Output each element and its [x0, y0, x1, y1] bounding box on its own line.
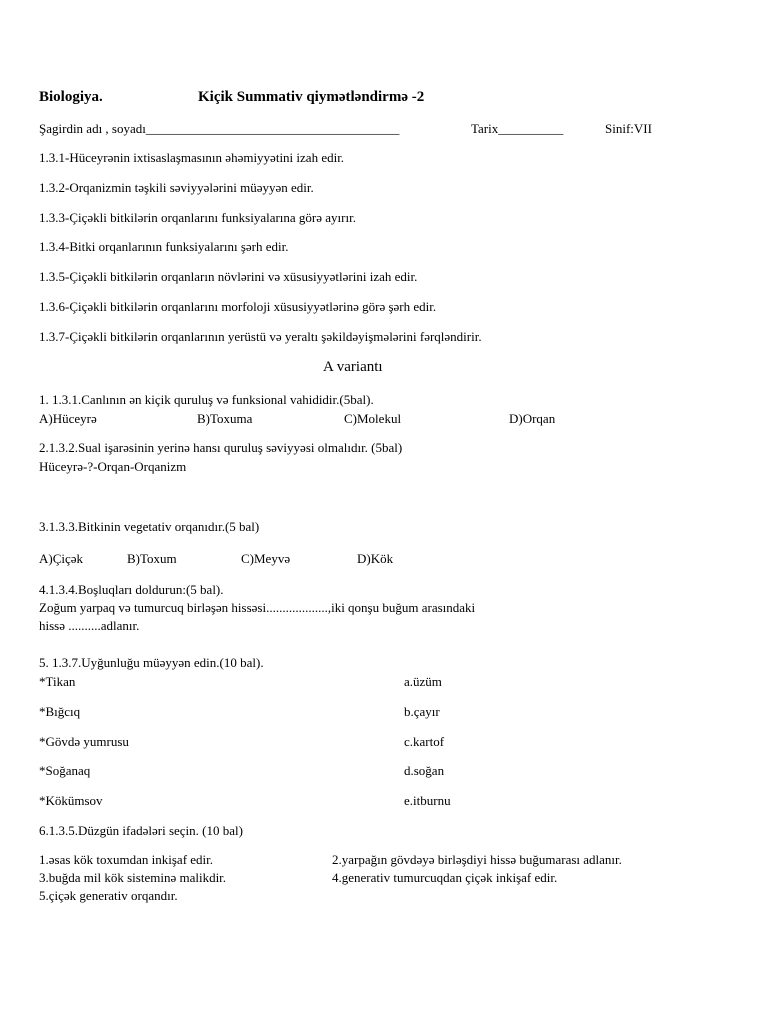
- q5-left-item: *Soğanaq: [39, 763, 91, 778]
- question-4: 4.1.3.4.Boşluqları doldurun:(5 bal).: [39, 582, 224, 597]
- standard-item: 1.3.1-Hüceyrənin ixtisaslaşmasının əhəmiyyətini izah edir.: [39, 150, 345, 165]
- standard-item: 1.3.6-Çiçəkli bitkilərin orqanlarını morfoloji xüsusiyyətlərinə görə şərh edir.: [39, 299, 437, 314]
- q5-left-item: *Kökümsov: [39, 793, 103, 808]
- q6-statement: 3.buğda mil kök sisteminə malikdir.: [39, 870, 227, 885]
- q5-right-item: b.çayır: [404, 704, 440, 719]
- class-line: Sinif:VII: [605, 121, 652, 136]
- question-5: 5. 1.3.7.Uyğunluğu müəyyən edin.(10 bal).: [39, 655, 264, 670]
- q3-option-a[interactable]: A)Çiçək: [39, 551, 84, 566]
- q1-option-d[interactable]: D)Orqan: [509, 411, 556, 426]
- q4-text-line: Zoğum yarpaq və tumurcuq birləşən hissəsi...................,iki qonşu buğum arasındaki: [39, 600, 476, 615]
- standard-item: 1.3.5-Çiçəkli bitkilərin orqanların növlərini və xüsusiyyətlərini izah edir.: [39, 269, 418, 284]
- standard-item: 1.3.3-Çiçəkli bitkilərin orqanlarını funksiyalarına görə ayırır.: [39, 210, 356, 225]
- q5-left-item: *Bığcıq: [39, 704, 81, 719]
- q5-right-item: c.kartof: [404, 734, 445, 749]
- q6-statement: 4.generativ tumurcuqdan çiçək inkişaf edir.: [332, 870, 558, 885]
- subject-title: Biologiya.: [39, 89, 103, 105]
- q5-left-item: *Tikan: [39, 674, 76, 689]
- q2-sequence: Hüceyrə-?-Orqan-Orqanizm: [39, 459, 187, 474]
- standard-item: 1.3.4-Bitki orqanlarının funksiyalarını şərh edir.: [39, 239, 289, 254]
- q6-statement: 1.əsas kök toxumdan inkişaf edir.: [39, 852, 214, 867]
- page-title: Kiçik Summativ qiymətləndirmə -2: [198, 89, 425, 105]
- question-6: 6.1.3.5.Düzgün ifadələri seçin. (10 bal): [39, 823, 243, 838]
- question-2: 2.1.3.2.Sual işarəsinin yerinə hansı quruluş səviyyəsi olmalıdır. (5bal): [39, 440, 403, 455]
- q4-text-line: hissə ..........adlanır.: [39, 618, 140, 633]
- standard-item: 1.3.2-Orqanizmin təşkili səviyyələrini müəyyən edir.: [39, 180, 314, 195]
- q5-right-item: a.üzüm: [404, 674, 442, 689]
- q6-statement: 5.çiçək generativ orqandır.: [39, 888, 178, 903]
- q3-option-c[interactable]: C)Meyvə: [241, 551, 291, 566]
- q5-left-item: *Gövdə yumrusu: [39, 734, 129, 749]
- q3-option-d[interactable]: D)Kök: [357, 551, 394, 566]
- student-name-line: Şagirdin adı , soyadı_______________________________________: [39, 121, 400, 136]
- q5-right-item: e.itburnu: [404, 793, 451, 808]
- q6-statement: 2.yarpağın gövdəyə birləşdiyi hissə buğumarası adlanır.: [332, 852, 622, 867]
- variant-title: A variantı: [323, 359, 383, 375]
- date-line: Tarix__________: [471, 121, 564, 136]
- standard-item: 1.3.7-Çiçəkli bitkilərin orqanlarının yerüstü və yeraltı şəkildəyişmələrini fərqləndirir.: [39, 329, 482, 344]
- question-1: 1. 1.3.1.Canlının ən kiçik quruluş və funksional vahididir.(5bal).: [39, 392, 374, 407]
- question-3: 3.1.3.3.Bitkinin vegetativ orqanıdır.(5 bal): [39, 519, 260, 534]
- q5-right-item: d.soğan: [404, 763, 445, 778]
- q1-option-a[interactable]: A)Hüceyrə: [39, 411, 97, 426]
- q1-option-b[interactable]: B)Toxuma: [197, 411, 253, 426]
- q3-option-b[interactable]: B)Toxum: [127, 551, 177, 566]
- q1-option-c[interactable]: C)Molekul: [344, 411, 402, 426]
